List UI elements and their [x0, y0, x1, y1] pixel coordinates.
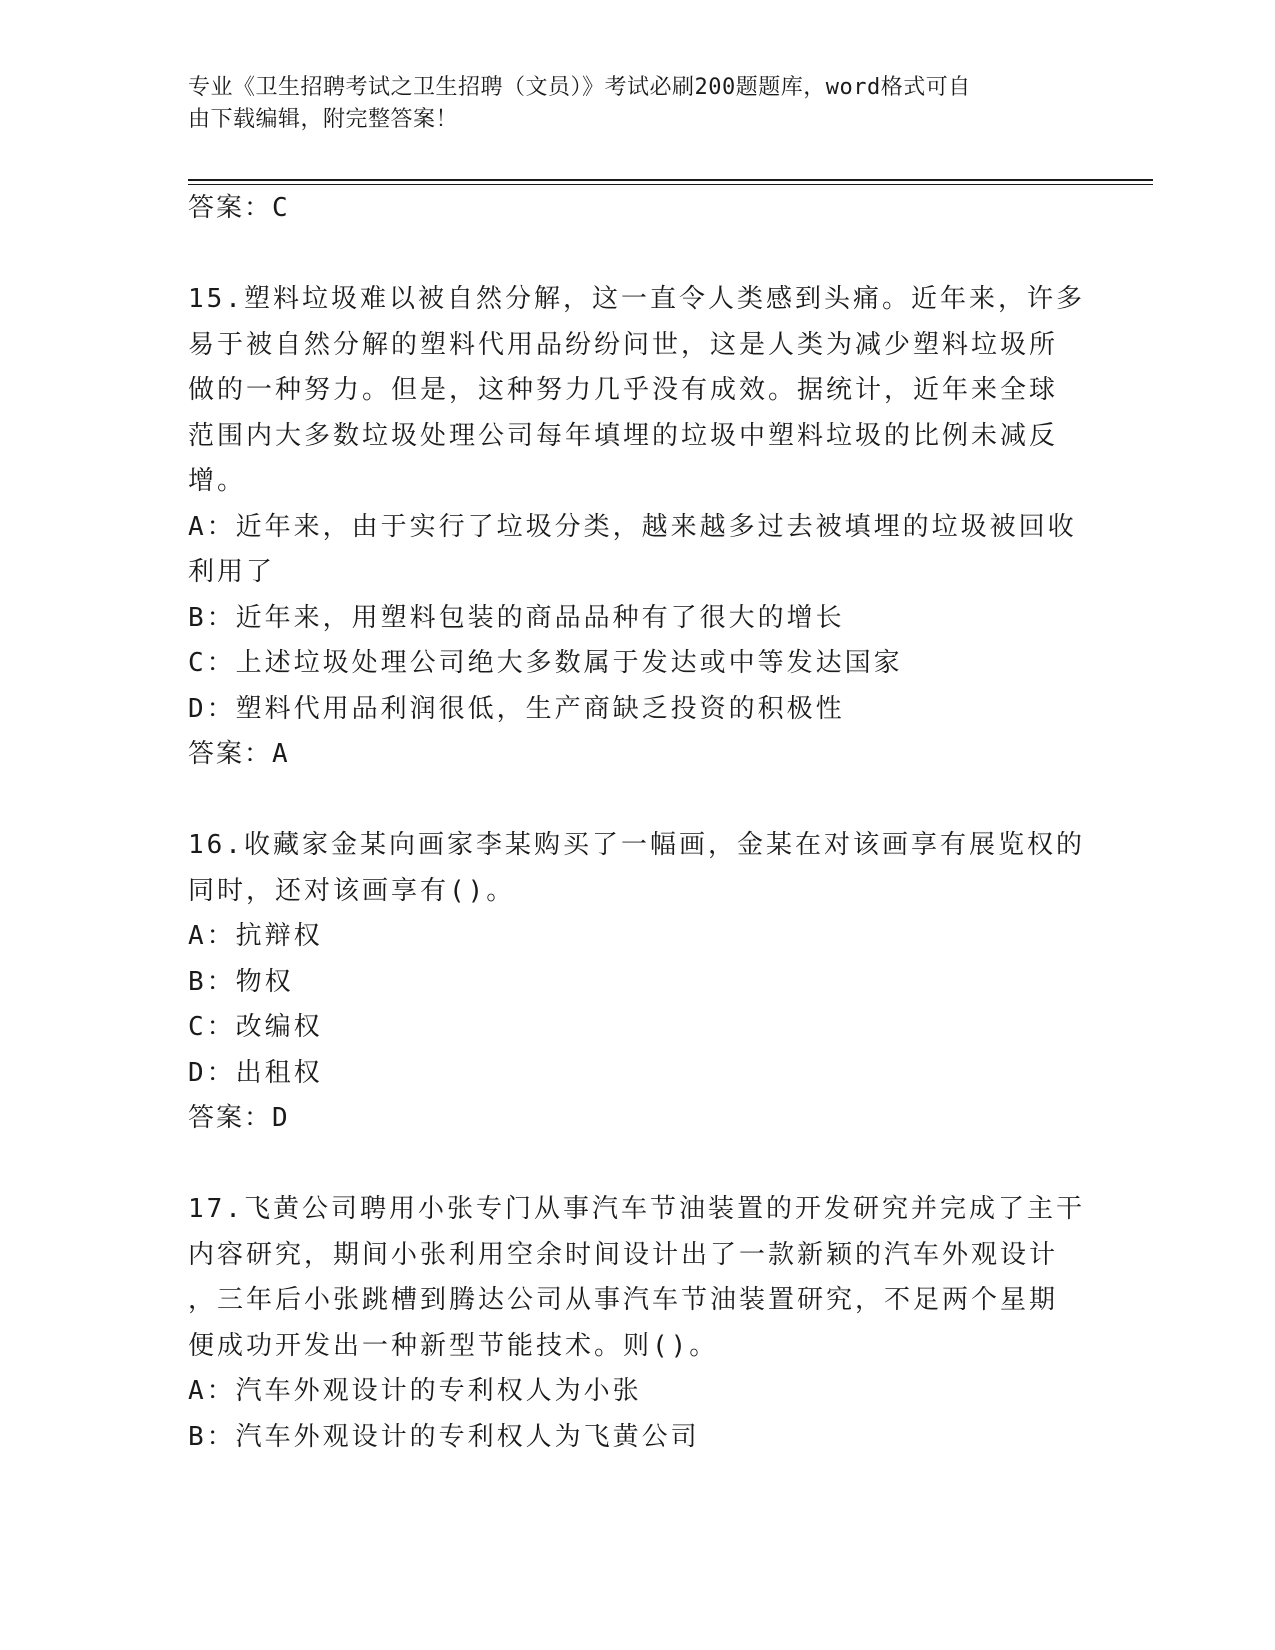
question-text-line: 同时，还对该画享有()。: [188, 875, 516, 906]
question-16: [188, 823, 1088, 1142]
question-text: [188, 277, 1088, 505]
document-header: [188, 72, 1068, 136]
option-d: D：出租权: [188, 1057, 323, 1088]
spacer: [188, 1142, 1088, 1188]
option-a-continued: 利用了: [188, 557, 276, 587]
option-a: A：汽车外观设计的专利权人为小张: [188, 1376, 642, 1406]
question-text-line: 做的一种努力。但是，这种努力几乎没有成效。据统计，近年来全球: [188, 375, 1059, 405]
question-text-line: 范围内大多数垃圾处理公司每年填埋的垃圾中塑料垃圾的比例未减反: [188, 420, 1059, 451]
question-15: [188, 277, 1088, 778]
option-d: D：塑料代用品利润很低，生产商缺乏投资的积极性: [188, 693, 845, 724]
option-b: B：汽车外观设计的专利权人为飞黄公司: [188, 1421, 700, 1452]
option-c: C：上述垃圾处理公司绝大多数属于发达或中等发达国家: [188, 648, 903, 678]
question-text-line: 便成功开发出一种新型节能技术。则()。: [188, 1330, 719, 1361]
option-a: A：近年来，由于实行了垃圾分类，越来越多过去被填埋的垃圾被回收: [188, 511, 1077, 542]
header-divider: [188, 179, 1153, 181]
question-text-line: 16.收藏家金某向画家李某购买了一幅画，金某在对该画享有展览权的: [188, 830, 1085, 860]
question-text: [188, 823, 1088, 914]
question-text-line: 17.飞黄公司聘用小张专门从事汽车节油装置的开发研究并完成了主干: [188, 1194, 1085, 1224]
header-line-2: 由下载编辑，附完整答案！: [188, 107, 459, 132]
answer-line: 答案：D: [188, 1103, 290, 1133]
document-body: [188, 186, 1088, 1460]
question-text-line: 内容研究，期间小张利用空余时间设计出了一款新颖的汽车外观设计: [188, 1239, 1059, 1270]
question-text-line: 增。: [188, 466, 247, 496]
option-a: A：抗辩权: [188, 921, 323, 951]
question-17: [188, 1187, 1088, 1460]
header-divider-thin: [188, 184, 1153, 185]
question-text-line: 15.塑料垃圾难以被自然分解，这一直令人类感到头痛。近年来，许多: [188, 284, 1085, 314]
spacer: [188, 778, 1088, 824]
question-text-line: ，三年后小张跳槽到腾达公司从事汽车节油装置研究，不足两个星期: [188, 1285, 1059, 1315]
spacer: [188, 232, 1088, 278]
option-b: B：物权: [188, 966, 294, 997]
header-line-1: 专业《卫生招聘考试之卫生招聘（文员）》考试必刷200题题库，word格式可自: [188, 75, 971, 100]
answer-line: 答案：A: [188, 739, 290, 769]
option-c: C：改编权: [188, 1012, 323, 1042]
question-text-line: 易于被自然分解的塑料代用品纷纷问世，这是人类为减少塑料垃圾所: [188, 329, 1059, 360]
answer-line: 答案：C: [188, 193, 290, 223]
option-b: B：近年来，用塑料包装的商品品种有了很大的增长: [188, 602, 845, 633]
question-text: [188, 1187, 1088, 1369]
